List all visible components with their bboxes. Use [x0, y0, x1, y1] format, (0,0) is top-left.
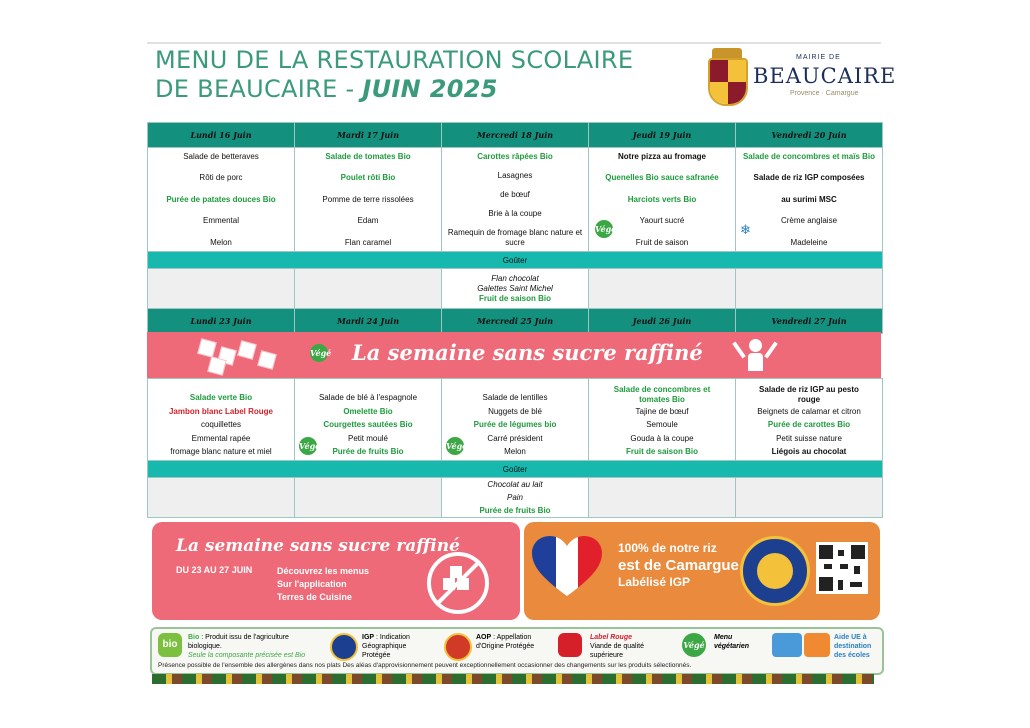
menu-table-week1	[147, 122, 883, 334]
mairie-logo: MAIRIE DE BEAUCAIRE Provence · Camargue	[708, 48, 880, 106]
gouter-header-row	[148, 252, 883, 269]
vegetarian-icon: Végé	[446, 437, 464, 455]
sugar-cube-icon	[257, 350, 277, 370]
bio-logo-icon: bio	[158, 633, 182, 657]
vegetarian-icon: Végé	[682, 633, 706, 657]
day-header: Vendredi 20 Juin	[736, 123, 883, 148]
day-header-row	[148, 123, 883, 148]
legend-box	[150, 627, 884, 675]
gouter-row	[148, 478, 883, 518]
gouter-cell-empty	[295, 269, 442, 309]
gouter-row	[148, 269, 883, 309]
gouter-label: Goûter	[148, 461, 883, 478]
menu-cell-jeudi-26: Salade de concombres et tomates Bio Tajine de bœuf Semoule Gouda à la coupe Fruit de saison Bio	[589, 379, 736, 461]
promo-dates: DU 23 AU 27 JUIN	[176, 565, 253, 575]
snowflake-icon: ❄	[740, 222, 751, 237]
crown-icon	[712, 48, 742, 58]
french-heart-icon	[532, 536, 602, 598]
page-title: MENU DE LA RESTAURATION SCOLAIRE DE BEAUCAIRE - JUIN 2025	[155, 46, 634, 103]
promo-discover: Découvrez les menus Sur l'application Terres de Cuisine	[277, 566, 370, 602]
gouter-cell-empty	[148, 269, 295, 309]
gouter-cell-empty	[589, 269, 736, 309]
gouter-label: Goûter	[148, 252, 883, 269]
vegetarian-icon: Végé	[310, 344, 328, 362]
menu-cell-vendredi-20: ❄ Salade de concombres et maïs Bio Salade de riz IGP composées au surimi MSC Crème anglaise Madeleine	[736, 148, 883, 252]
vegetarian-icon: Végé	[299, 437, 317, 455]
igp-logo-icon	[330, 633, 358, 661]
day-header: Jeudi 19 Juin	[589, 123, 736, 148]
menu-row	[148, 379, 883, 461]
cheering-person-icon	[735, 335, 775, 375]
menu-cell-mardi-17: Salade de tomates Bio Poulet rôti Bio Pomme de terre rissolées Edam Flan caramel	[295, 148, 442, 252]
vegetarian-icon: Végé	[595, 220, 613, 238]
coat-of-arms-icon	[708, 58, 748, 106]
legend-bio: Bio : Produit issu de l'agriculture biologique. Seule la composante précisée est Bio	[188, 634, 306, 659]
menu-cell-jeudi-19: Végé Notre pizza au fromage Quenelles Bio sauce safranée Harciots verts Bio Yaourt sucré Fruit de saison	[589, 148, 736, 252]
day-header: Mercredi 25 Juin	[442, 309, 589, 334]
day-header: Mercredi 18 Juin	[442, 123, 589, 148]
gouter-cell: Flan chocolat Galettes Saint Michel Fruit de saison Bio	[442, 269, 589, 309]
decorative-strip	[152, 674, 874, 684]
day-header: Mardi 17 Juin	[295, 123, 442, 148]
day-header: Lundi 23 Juin	[148, 309, 295, 334]
igp-seal-icon	[740, 536, 810, 606]
no-sugar-icon	[427, 552, 489, 614]
legend-footnote: Présence possible de l'ensemble des allergènes dans nos plats Des aléas d'approvisionnement peuvent exceptionnellement occasionner des changements sur les produits sélectionnés.	[158, 662, 692, 669]
banner-title: La semaine sans sucre raffiné	[352, 340, 703, 365]
aop-logo-icon	[444, 633, 472, 661]
menu-cell-mercredi-18: Carottes râpées Bio Lasagnes de bœuf Brie à la coupe Ramequin de fromage blanc nature et sucre	[442, 148, 589, 252]
sugar-cube-icon	[197, 338, 217, 358]
legend-label-rouge: Label Rouge Viande de qualité supérieure	[590, 634, 644, 659]
gouter-header-row	[148, 461, 883, 478]
day-header: Jeudi 26 Juin	[589, 309, 736, 334]
day-header: Vendredi 27 Juin	[736, 309, 883, 334]
legend-igp: IGP : Indication Géographique Protégée	[362, 634, 410, 659]
gouter-cell-empty	[736, 478, 883, 518]
gouter-cell-empty	[295, 478, 442, 518]
school-program-logo-icon	[772, 633, 802, 657]
top-divider	[147, 42, 881, 44]
menu-table-week2	[147, 378, 883, 518]
rice-camargue-promo	[524, 522, 880, 620]
promo-title: La semaine sans sucre raffiné	[176, 536, 460, 556]
menu-row	[148, 148, 883, 252]
label-rouge-logo-icon	[558, 633, 582, 657]
legend-veg: Menu végétarien	[714, 634, 750, 650]
qr-code[interactable]	[816, 542, 868, 594]
sugar-cube-icon	[237, 340, 257, 360]
menu-cell-lundi-23: Salade verte Bio Jambon blanc Label Rouge coquillettes Emmental rapée fromage blanc nature et miel	[148, 379, 295, 461]
legend-aop: AOP : Appellation d'Origine Protégée	[476, 634, 535, 650]
menu-cell-mercredi-25: Végé Salade de lentilles Nuggets de blé Purée de légumes bio Carré président Melon	[442, 379, 589, 461]
menu-cell-vendredi-27: Salade de riz IGP au pesto rouge Beignets de calamar et citron Purée de carottes Bio Petit suisse nature Liégois au chocolat	[736, 379, 883, 461]
day-header: Mardi 24 Juin	[295, 309, 442, 334]
sugar-cube-icon	[207, 356, 227, 376]
gouter-cell-empty	[589, 478, 736, 518]
menu-cell-lundi-16: Salade de betteraves Rôti de porc Purée de patates douces Bio Emmental Melon	[148, 148, 295, 252]
rice-text: 100% de notre riz est de Camargue Labélisé IGP	[618, 541, 739, 589]
gouter-cell-empty	[148, 478, 295, 518]
gouter-cell-empty	[736, 269, 883, 309]
gouter-cell: Chocolat au lait Pain Purée de fruits Bio	[442, 478, 589, 518]
day-header-row	[148, 309, 883, 334]
menu-cell-mardi-24: Végé Salade de blé à l'espagnole Omelette Bio Courgettes sautées Bio Petit moulé Purée de fruits Bio	[295, 379, 442, 461]
day-header: Lundi 16 Juin	[148, 123, 295, 148]
legend-ue: Aide UE à destination des écoles	[834, 634, 872, 659]
eu-logo-icon	[804, 633, 830, 657]
sugar-free-promo	[152, 522, 520, 620]
